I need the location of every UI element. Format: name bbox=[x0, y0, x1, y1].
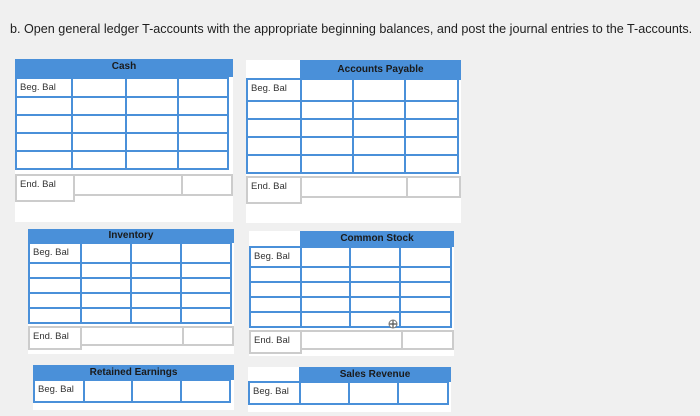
end-bal-input[interactable] bbox=[401, 330, 454, 350]
move-cursor-icon bbox=[388, 319, 398, 329]
end-bal-input[interactable] bbox=[80, 326, 184, 346]
entry-label-input[interactable] bbox=[352, 154, 406, 174]
beg-bal-label: Beg. Bal bbox=[20, 82, 56, 93]
entry-label-input[interactable] bbox=[246, 154, 302, 174]
credit-input[interactable] bbox=[177, 150, 229, 170]
credit-input[interactable] bbox=[404, 118, 459, 138]
entry-label-input[interactable] bbox=[352, 100, 406, 120]
entry-label-input[interactable] bbox=[246, 118, 302, 138]
taccount-common-stock bbox=[249, 231, 454, 356]
credit-input[interactable] bbox=[349, 246, 401, 268]
end-bal-input[interactable] bbox=[300, 330, 403, 350]
credit-input[interactable] bbox=[404, 78, 459, 102]
beg-bal-label: Beg. Bal bbox=[33, 247, 69, 258]
entry-label-input[interactable] bbox=[15, 96, 73, 116]
end-bal-label-cell bbox=[246, 176, 302, 204]
credit-input[interactable] bbox=[180, 307, 232, 324]
credit-input[interactable] bbox=[130, 242, 182, 264]
entry-label-input[interactable] bbox=[352, 118, 406, 138]
beg-bal-label: Beg. Bal bbox=[38, 384, 74, 395]
credit-input[interactable] bbox=[397, 381, 449, 405]
credit-input[interactable] bbox=[352, 78, 406, 102]
debit-input[interactable] bbox=[71, 132, 127, 152]
credit-input[interactable] bbox=[177, 114, 229, 134]
debit-input[interactable] bbox=[300, 246, 351, 268]
entry-label-input[interactable] bbox=[130, 307, 182, 324]
debit-input[interactable] bbox=[71, 150, 127, 170]
end-bal-input[interactable] bbox=[406, 176, 461, 198]
debit-input[interactable] bbox=[80, 242, 132, 264]
beg-bal-label-cell bbox=[248, 381, 301, 405]
credit-input[interactable] bbox=[404, 100, 459, 120]
beg-bal-label-cell bbox=[15, 77, 73, 98]
beg-bal-label-cell bbox=[246, 78, 302, 102]
debit-input[interactable] bbox=[300, 311, 351, 328]
beg-bal-label-cell bbox=[33, 379, 85, 403]
taccount-retained-earnings bbox=[33, 365, 234, 410]
entry-label-input[interactable] bbox=[125, 96, 179, 116]
debit-input[interactable] bbox=[300, 100, 354, 120]
credit-input[interactable] bbox=[348, 381, 399, 405]
credit-input[interactable] bbox=[177, 132, 229, 152]
entry-label-input[interactable] bbox=[28, 307, 82, 324]
entry-label-input[interactable] bbox=[352, 136, 406, 156]
entry-label-input[interactable] bbox=[246, 136, 302, 156]
end-bal-input[interactable] bbox=[73, 174, 183, 196]
beg-bal-label-cell bbox=[28, 242, 82, 264]
debit-input[interactable] bbox=[299, 381, 350, 405]
end-bal-input[interactable] bbox=[181, 174, 233, 196]
end-bal-label: End. Bal bbox=[251, 181, 287, 192]
debit-input[interactable] bbox=[300, 154, 354, 174]
credit-input[interactable] bbox=[125, 77, 179, 98]
debit-input[interactable] bbox=[71, 114, 127, 134]
entry-label-input[interactable] bbox=[246, 100, 302, 120]
taccount-title: Sales Revenue bbox=[299, 367, 451, 382]
entry-label-input[interactable] bbox=[15, 150, 73, 170]
beg-bal-label: Beg. Bal bbox=[251, 83, 287, 94]
taccount-title: Inventory bbox=[28, 229, 234, 243]
taccount-sales-revenue bbox=[248, 367, 451, 412]
credit-input[interactable] bbox=[404, 136, 459, 156]
entry-label-input[interactable] bbox=[125, 114, 179, 134]
entry-label-input[interactable] bbox=[125, 132, 179, 152]
entry-label-input[interactable] bbox=[15, 132, 73, 152]
credit-input[interactable] bbox=[404, 154, 459, 174]
entry-label-input[interactable] bbox=[125, 150, 179, 170]
debit-input[interactable] bbox=[83, 379, 133, 403]
credit-input[interactable] bbox=[180, 379, 231, 403]
debit-input[interactable] bbox=[300, 78, 354, 102]
taccount-title: Retained Earnings bbox=[33, 365, 234, 380]
credit-input[interactable] bbox=[180, 242, 232, 264]
credit-input[interactable] bbox=[177, 77, 229, 98]
end-bal-label-cell bbox=[28, 326, 82, 350]
instruction-text: b. Open general ledger T-accounts with the appropriate beginning balances, and post the journal entries to the T-accounts. bbox=[10, 22, 693, 36]
end-bal-label: End. Bal bbox=[254, 335, 290, 346]
beg-bal-label-cell bbox=[249, 246, 302, 268]
end-bal-label: End. Bal bbox=[20, 179, 56, 190]
end-bal-label-cell bbox=[15, 174, 75, 202]
end-bal-label: End. Bal bbox=[33, 331, 69, 342]
taccount-cash bbox=[15, 59, 233, 222]
end-bal-label-cell bbox=[249, 330, 302, 354]
taccount-title: Common Stock bbox=[300, 231, 454, 247]
credit-input[interactable] bbox=[399, 246, 452, 268]
debit-input[interactable] bbox=[300, 136, 354, 156]
end-bal-input[interactable] bbox=[300, 176, 408, 198]
taccount-inventory bbox=[28, 229, 234, 354]
credit-input[interactable] bbox=[131, 379, 182, 403]
credit-input[interactable] bbox=[399, 311, 452, 328]
entry-label-input[interactable] bbox=[249, 311, 302, 328]
credit-input[interactable] bbox=[177, 96, 229, 116]
debit-input[interactable] bbox=[80, 307, 132, 324]
debit-input[interactable] bbox=[300, 118, 354, 138]
taccount-accounts-payable bbox=[246, 60, 461, 223]
end-bal-input[interactable] bbox=[182, 326, 234, 346]
beg-bal-label: Beg. Bal bbox=[254, 251, 290, 262]
debit-input[interactable] bbox=[71, 77, 127, 98]
debit-input[interactable] bbox=[71, 96, 127, 116]
entry-label-input[interactable] bbox=[15, 114, 73, 134]
taccount-title: Accounts Payable bbox=[300, 60, 461, 80]
taccount-title: Cash bbox=[15, 59, 233, 77]
beg-bal-label: Beg. Bal bbox=[253, 386, 289, 397]
